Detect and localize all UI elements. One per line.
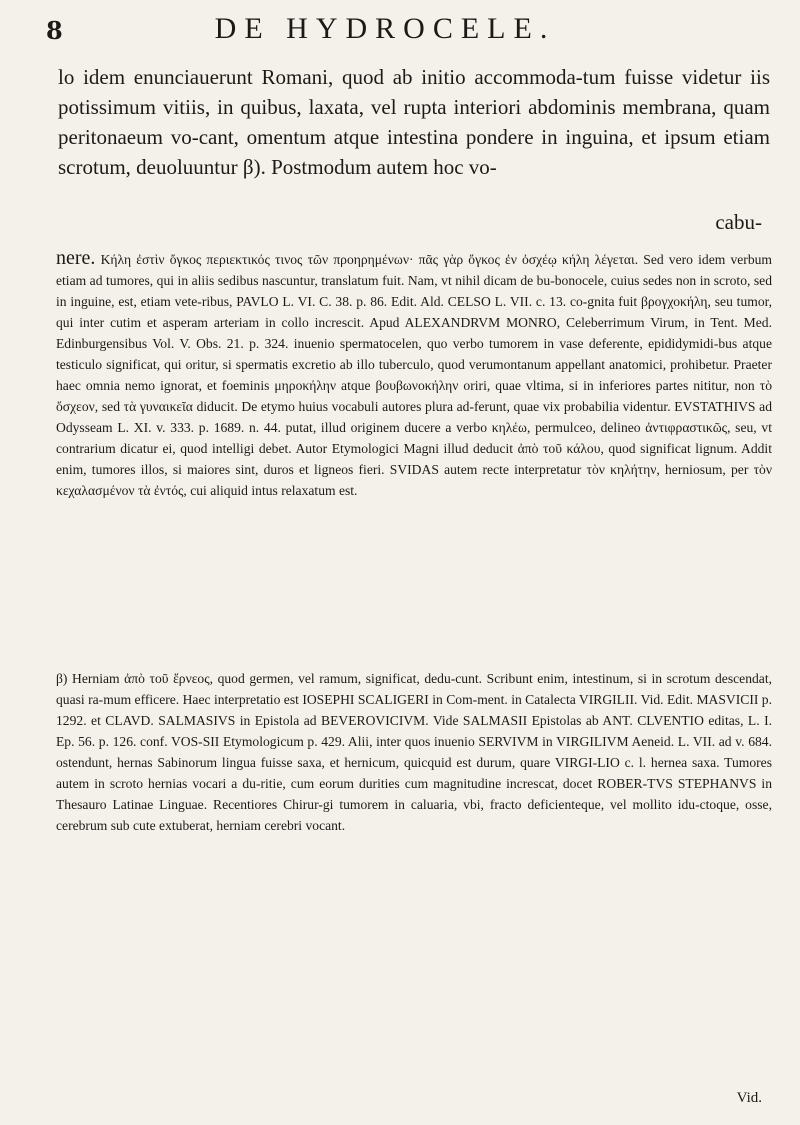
page-number: 8 — [46, 16, 63, 45]
running-title: DE HYDROCELE. — [214, 12, 556, 45]
footnote-beta-text: β) Herniam ἀπὸ τοῦ ἔρνεος, quod germen, vel ramum, significat, dedu-cunt. Scribunt enim, intestinum, si in scrotum descendat, quasi ra-mum efficere. Haec interpretatio est IOSEPHI SCALIGERI in Com-ment. in Catalecta VIRGILII. Vid. Edit. MASVICII p. 1292. et CLAVD. SALMASIVS in Epistola ad BEVEROVICIVM. Vide SALMASII Epistolas ab ANT. CLVENTIO editas, L. I. Ep. 56. p. 126. conf. VOS-SII Etymologicum p. 429. Alii, inter quos inuenio SERVIVM in VIRGILIVM Aeneid. L. VII. ad v. 684. ostendunt, hernas Sabinorum lingua fuisse saxa, et hernicum, quicquid est durum, quare VIRGI-LIO c. l. hernea saxa. Tumores autem in scroto hernias vocari a du-ritie, cum eorum durities cum magnitudine increscat, docet ROBER-TVS STEPHANVS in Thesauro Latinae Linguae. Recentiores Chirur-gi tumorem in caluaria, vbi, fracto deficienteque, vel mollito idu-ctoque, osse, cerebrum sub cute extuberat, herniam cerebri vocant. — [56, 671, 772, 833]
footnote-alpha-body: Κήλη ἐστὶν ὄγκος περιεκτικός τινος τῶν προηρημένων· πᾶς γὰρ ὄγκος ἐν ὀσχέῳ κήλη λέγεται. Sed vero idem verbum etiam ad tumores, qui in aliis sedibus nascuntur, translatum fuit. Nam, vt nihil dicam de bu-bonocele, cuius sedes non in scroto, sed in inguine, est, etiam vete-ribus, PAVLO L. VI. C. 38. p. 86. Edit. Ald. CELSO L. VII. c. 13. co-gnita fuit βρογχοκήλη, seu tumor, qui inter cutim et asperam arteriam in collo increscit. Apud ALEXANDRVM MONRO, Celeberrimum Virum, in Tent. Med. Edinburgensibus Vol. V. Obs. 21. p. 324. inuenio spermatocelen, quo verbo tumorem in vase deferente, epididymidi-bus atque testiculo significat, qui oritur, si spermatis excretio ab illo tuberculo, quod verumontanum appellant anatomici, prohibetur. Praeter haec omnia nemo ignorat, et foeminis μηροκήλην atque βουβωνοκήλην oriri, quae vltima, si in inferiores partes nititur, non τὸ ὄσχεον, sed τὰ γυναικεῖα diducit. De etymo huius vocabuli autores plura ad-ferunt, quae vix probabilia videntur. EVSTATHIVS ad Odysseam L. XI. v. 333. p. 1689. n. 44. putat, illud originem ducere a verbo κηλέω, permulceo, delineo ἀντιφραστικῶς, seu, vt contrarium dicatur ei, quod intelligi debet. Autor Etymologici Magni illud deducit ἀπὸ τοῦ κάλου, quod significat lignum. Addit enim, tumores illos, si maiores sint, duros et ligneos fieri. SVIDAS autem recte interpretatur τὸν κηλήτην, herniosum, per τὸν κεχαλασμένον τὰ ἐντός, cui aliquid intus relaxatum est. — [56, 252, 772, 498]
footnote-alpha-first-word: nere. — [56, 247, 96, 269]
main-text — [58, 62, 770, 182]
catchword: cabu- — [715, 210, 762, 234]
footnote-alpha — [56, 248, 772, 501]
main-paragraph: lo idem enunciauerunt Romani, quod ab initio accommoda-tum fuisse videtur iis potissimum vitiis, in quibus, laxata, vel rupta interiori abdominis membrana, quam peritonaeum vo-cant, omentum atque intestina pondere in inguina, et ipsum etiam scrotum, deuoluuntur β). Postmodum autem hoc vo- — [58, 65, 770, 179]
catchword-bottom: Vid. — [736, 1090, 762, 1106]
footnote-beta — [56, 668, 772, 836]
footnote-alpha-text — [56, 248, 772, 501]
running-header — [0, 10, 800, 54]
